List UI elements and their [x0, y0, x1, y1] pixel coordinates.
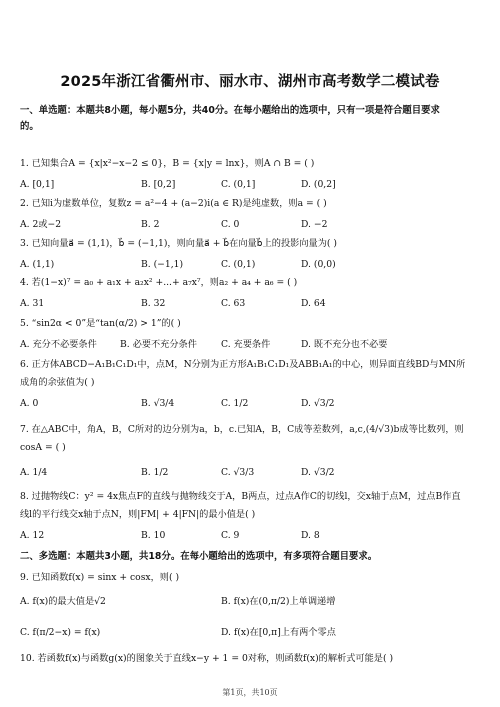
- question-5-option-a: A. 充分不必要条件: [20, 339, 97, 350]
- question-8-option-a: A. 12: [20, 530, 45, 541]
- question-7-stem-line1: 7. 在△ABC中，角A，B，C所对的边分别为a，b，c.已知A，B，C成等差数列，a,c,(4/√3)b成等比数列，则: [20, 424, 464, 435]
- question-8-stem-line1: 8. 过抛物线C：y² = 4x焦点F的直线与抛物线交于A，B两点，过点A作C的切线l，交x轴于点M，过点B作直: [20, 491, 461, 502]
- question-3-option-d: D. (0,0): [301, 259, 336, 270]
- question-6-option-a: A. 0: [20, 398, 39, 409]
- question-2-stem: 2. 已知i为虚数单位，复数z = a²−4 + (a−2)i(a ∈ R)是纯虚数，则a = ( ): [20, 198, 327, 209]
- question-1-option-c: C. (0,1]: [221, 179, 256, 190]
- question-2-option-d: D. −2: [301, 219, 328, 230]
- question-9-option-a: A. f(x)的最大值是√2: [20, 596, 106, 607]
- question-7-stem-line2: cosA = ( ): [20, 442, 66, 453]
- section-header-line2: 的。: [20, 121, 39, 132]
- question-3-stem: 3. 已知向量a⃗ = (1,1)，b⃗ = (−1,1)，则向量a⃗ + b⃗在向量b⃗上的投影向量为( ): [20, 238, 337, 249]
- question-4-option-d: D. 64: [301, 298, 326, 309]
- question-6-stem-line1: 6. 正方体ABCD−A₁B₁C₁D₁中，点M，N分别为正方形A₁B₁C₁D₁及ABB₁A₁的中心，则异面直线BD与MN所: [20, 359, 466, 370]
- question-2-option-c: C. 0: [221, 219, 240, 230]
- question-6-option-d: D. √3/2: [301, 398, 335, 409]
- question-1-option-a: A. [0,1]: [20, 179, 55, 190]
- question-7-option-a: A. 1/4: [20, 467, 48, 478]
- question-10-stem: 10. 若函数f(x)与函数g(x)的图象关于直线x−y + 1 = 0对称，则函数f(x)的解析式可能是( ): [20, 653, 394, 664]
- question-3-option-b: B. (−1,1): [141, 259, 184, 270]
- question-7-option-b: B. 1/2: [141, 467, 169, 478]
- question-8-stem-line2: 线l的平行线交x轴于点N，则|FM| + 4|FN|的最小值是( ): [20, 509, 256, 520]
- question-9-option-c: C. f(π/2−x) = f(x): [20, 627, 101, 638]
- question-8-option-d: D. 8: [301, 530, 320, 541]
- section-header-line1: 一、单选题：本题共8小题，每小题5分，共40分。在每小题给出的选项中，只有一项是符合题目要求: [20, 105, 440, 116]
- question-5-option-b: B. 必要不充分条件: [120, 339, 197, 350]
- question-3-option-c: C. (0,1): [221, 259, 256, 270]
- question-8-option-c: C. 9: [221, 530, 240, 541]
- question-5-option-c: C. 充要条件: [221, 339, 271, 350]
- question-2-option-a: A. 2或−2: [20, 219, 62, 230]
- question-6-option-c: C. 1/2: [221, 398, 249, 409]
- question-1-option-b: B. [0,2]: [141, 179, 176, 190]
- question-6-option-b: B. √3/4: [141, 398, 175, 409]
- question-9-option-b: B. f(x)在(0,π/2)上单调递增: [221, 596, 336, 607]
- question-7-option-c: C. √3/3: [221, 467, 255, 478]
- question-5-stem: 5. “sin2α < 0”是“tan(α/2) > 1”的( ): [20, 318, 181, 329]
- question-2-option-b: B. 2: [141, 219, 160, 230]
- question-5-option-d: D. 既不充分也不必要: [301, 339, 388, 350]
- question-9-stem: 9. 已知函数f(x) = sinx + cosx，则( ): [20, 572, 180, 583]
- question-8-option-b: B. 10: [141, 530, 166, 541]
- question-3-option-a: A. (1,1): [20, 259, 55, 270]
- question-6-stem-line2: 成角的余弦值为( ): [20, 377, 95, 388]
- question-4-option-b: B. 32: [141, 298, 166, 309]
- section-single-choice-header: [20, 103, 480, 135]
- section-multi-choice-header: 二、多选题：本题共3小题，共18分。在每小题给出的选项中，有多项符合题目要求。: [20, 551, 378, 562]
- question-7-option-d: D. √3/2: [301, 467, 335, 478]
- question-4-stem: 4. 若(1−x)⁷ = a₀ + a₁x + a₂x² +...+ a₇x⁷，则a₂ + a₄ + a₆ = ( ): [20, 277, 298, 288]
- page-footer: 第1页，共10页: [222, 688, 278, 697]
- question-1-option-d: D. (0,2]: [301, 179, 336, 190]
- page-title: 2025年浙江省衢州市、丽水市、湖州市高考数学二模试卷: [60, 74, 440, 90]
- question-4-option-c: C. 63: [221, 298, 246, 309]
- question-1-stem: 1. 已知集合A = {x|x²−x−2 ≤ 0}，B = {x|y = lnx}，则A ∩ B = ( ): [20, 158, 315, 169]
- question-9-option-d: D. f(x)在[0,π]上有两个零点: [221, 627, 336, 638]
- question-4-option-a: A. 31: [20, 298, 45, 309]
